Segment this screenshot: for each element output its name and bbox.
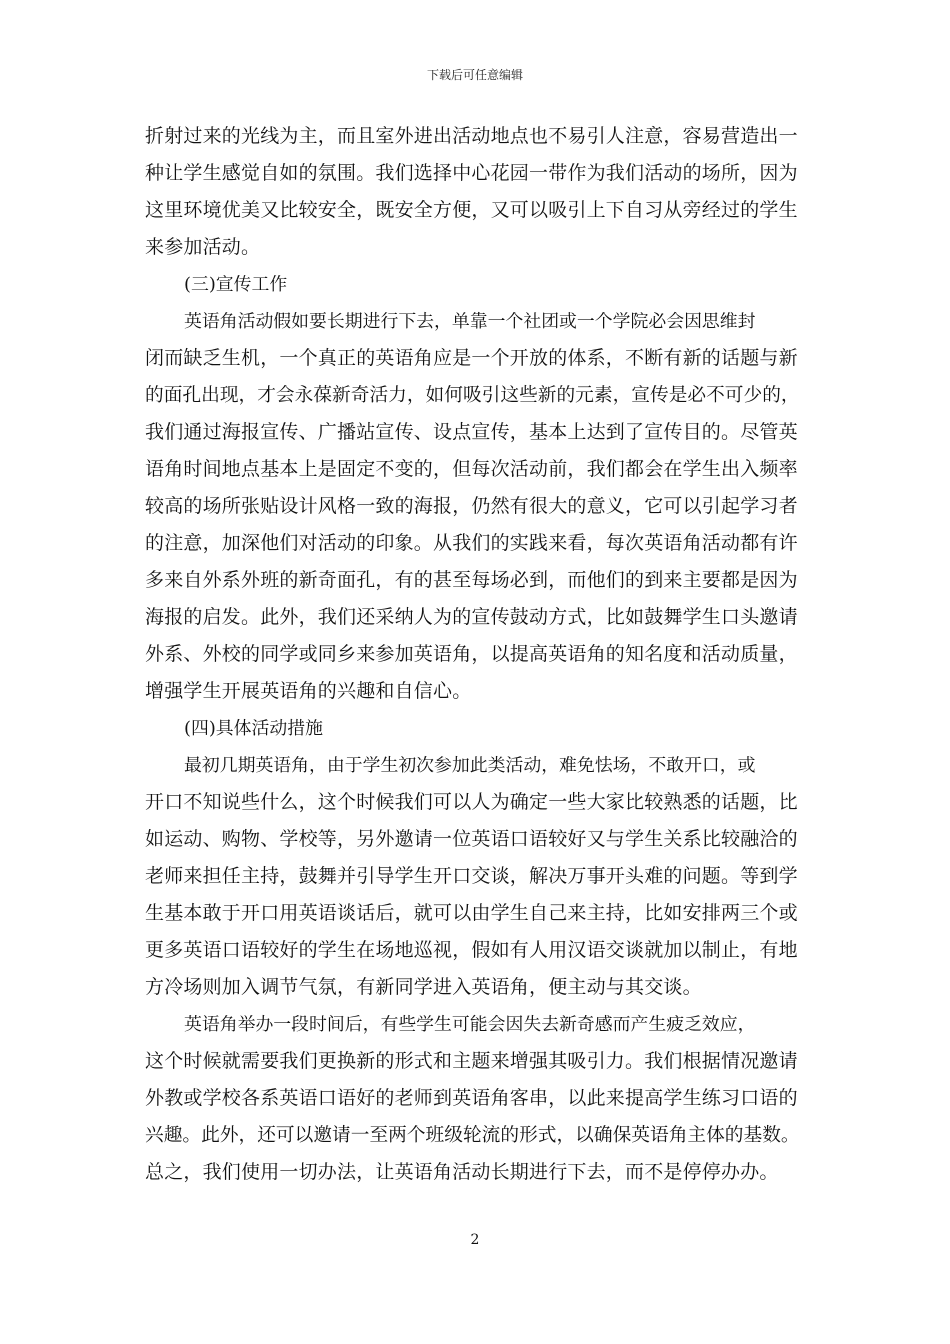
text-line: 英语角活动假如要长期进行下去，单靠一个社团或一个学院必会因思维封 [184, 311, 756, 332]
text-line: 这里环境优美又比较安全，既安全方便，又可以吸引上下自习从旁经过的学生 [145, 199, 798, 221]
text-line: 的注意，加深他们对活动的印象。从我们的实践来看，每次英语角活动都有许 [145, 532, 798, 554]
text-line: 如运动、购物、学校等，另外邀请一位英语口语较好又与学生关系比较融洽的 [145, 828, 798, 850]
text-line: 折射过来的光线为主，而且室外进出活动地点也不易引人注意，容易营造出一 [145, 125, 798, 147]
text-line: (三)宣传工作 [184, 274, 288, 295]
text-line: 我们通过海报宣传、广播站宣传、设点宣传，基本上达到了宣传目的。尽管英 [145, 421, 798, 443]
body-text [145, 118, 807, 1191]
paragraph [145, 1006, 807, 1191]
text-line: 这个时候就需要我们更换新的形式和主题来增强其吸引力。我们根据情况邀请 [145, 1050, 798, 1072]
text-line: 开口不知说些什么，这个时候我们可以人为确定一些大家比较熟悉的话题，比 [145, 791, 798, 813]
text-line: 外教或学校各系英语口语好的老师到英语角客串，以此来提高学生练习口语的 [145, 1087, 798, 1109]
paragraph [145, 118, 807, 266]
text-line: 闭而缺乏生机，一个真正的英语角应是一个开放的体系，不断有新的话题与新 [145, 347, 798, 369]
text-line: 语角时间地点基本上是固定不变的，但每次活动前，我们都会在学生出入频率 [145, 458, 798, 480]
text-line: 较高的场所张贴设计风格一致的海报，仍然有很大的意义，它可以引起学习者 [145, 495, 798, 517]
page-header: 下载后可任意编辑 [426, 68, 523, 82]
text-line: 兴趣。此外，还可以邀请一至两个班级轮流的形式，以确保英语角主体的基数。 [145, 1125, 800, 1146]
text-line: 的面孔出现，才会永葆新奇活力，如何吸引这些新的元素，宣传是必不可少的， [145, 385, 800, 406]
page-number: 2 [470, 1232, 480, 1248]
text-line: 种让学生感觉自如的氛围。我们选择中心花园一带作为我们活动的场所，因为 [145, 162, 798, 184]
paragraph [145, 303, 807, 710]
text-line: 更多英语口语较好的学生在场地巡视，假如有人用汉语交谈就加以制止，有地 [145, 939, 798, 961]
text-line: 海报的启发。此外，我们还采纳人为的宣传鼓动方式，比如鼓舞学生口头邀请 [145, 606, 798, 628]
text-line: 老师来担任主持，鼓舞并引导学生开口交谈，解决万事开头难的问题。等到学 [145, 865, 798, 887]
text-line: 总之，我们使用一切办法，让英语角活动长期进行下去，而不是停停办办。 [145, 1161, 779, 1183]
text-line: 英语角举办一段时间后，有些学生可能会因失去新奇感而产生疲乏效应， [184, 1014, 756, 1035]
text-line: 增强学生开展英语角的兴趣和自信心。 [145, 680, 472, 702]
paragraph [145, 747, 807, 1006]
text-line: 方冷场则加入调节气氛，有新同学进入英语角，便主动与其交谈。 [145, 976, 702, 998]
text-line: 多来自外系外班的新奇面孔，有的甚至每场必到，而他们的到来主要都是因为 [145, 569, 798, 591]
text-line: 最初几期英语角，由于学生初次参加此类活动，难免怯场，不敢开口，或 [184, 755, 756, 776]
section-heading [145, 266, 807, 303]
text-line: 来参加活动。 [145, 236, 261, 258]
text-line: 外系、外校的同学或同乡来参加英语角，以提高英语角的知名度和活动质量， [145, 643, 798, 665]
text-line: (四)具体活动措施 [184, 718, 323, 739]
text-line: 生基本敢于开口用英语谈话后，就可以由学生自己来主持，比如安排两三个或 [145, 902, 798, 924]
section-heading [145, 710, 807, 747]
